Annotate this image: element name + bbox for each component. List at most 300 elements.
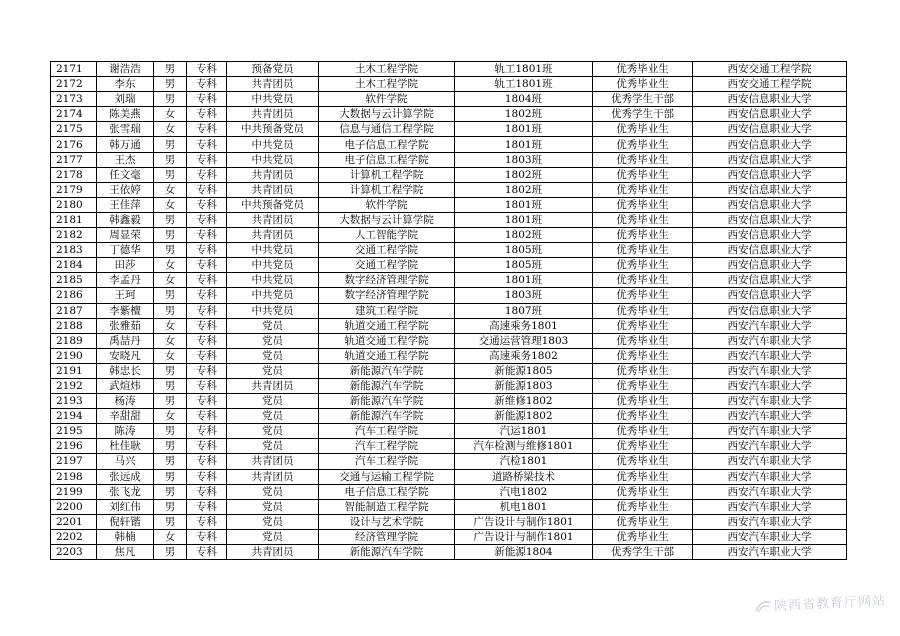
cell-political-status: 中共党员 [227, 303, 319, 318]
cell-gender: 男 [154, 439, 187, 454]
cell-gender: 女 [154, 122, 187, 137]
cell-education-level: 专科 [187, 212, 227, 227]
cell-education-level: 专科 [187, 348, 227, 363]
cell-class: 1803班 [455, 288, 593, 303]
cell-college: 计算机工程学院 [319, 182, 455, 197]
cell-political-status: 中共党员 [227, 273, 319, 288]
cell-political-status: 共青团员 [227, 182, 319, 197]
cell-education-level: 专科 [187, 182, 227, 197]
table-row [51, 545, 847, 560]
cell-political-status: 党员 [227, 514, 319, 529]
cell-political-status: 共青团员 [227, 77, 319, 92]
graduate-list-table [50, 61, 847, 560]
cell-serial-no: 2174 [51, 107, 97, 122]
table-row [51, 484, 847, 499]
cell-gender: 男 [154, 363, 187, 378]
cell-honor: 优秀毕业生 [593, 273, 693, 288]
cell-serial-no: 2177 [51, 152, 97, 167]
cell-education-level: 专科 [187, 273, 227, 288]
table-row [51, 62, 847, 77]
table-row [51, 348, 847, 363]
cell-education-level: 专科 [187, 258, 227, 273]
cell-political-status: 中共党员 [227, 137, 319, 152]
cell-college: 大数据与云计算学院 [319, 212, 455, 227]
cell-school: 西安信息职业大学 [693, 152, 847, 167]
cell-political-status: 共青团员 [227, 167, 319, 182]
cell-political-status: 共青团员 [227, 212, 319, 227]
table-row [51, 424, 847, 439]
cell-honor: 优秀毕业生 [593, 62, 693, 77]
cell-class: 1805班 [455, 258, 593, 273]
table-row [51, 288, 847, 303]
cell-college: 新能源汽车学院 [319, 363, 455, 378]
table-row [51, 228, 847, 243]
cell-class: 交通运营管理1803 [455, 333, 593, 348]
cell-name: 张雪瑞 [97, 122, 154, 137]
cell-education-level: 专科 [187, 333, 227, 348]
cell-name: 陈美燕 [97, 107, 154, 122]
cell-gender: 男 [154, 243, 187, 258]
cell-name: 禹喆丹 [97, 333, 154, 348]
table-row [51, 499, 847, 514]
cell-college: 软件学院 [319, 92, 455, 107]
cell-political-status: 中共党员 [227, 258, 319, 273]
cell-honor: 优秀毕业生 [593, 243, 693, 258]
cell-school: 西安信息职业大学 [693, 92, 847, 107]
cell-school: 西安汽车职业大学 [693, 484, 847, 499]
cell-name: 辛甜甜 [97, 409, 154, 424]
cell-serial-no: 2181 [51, 212, 97, 227]
cell-serial-no: 2173 [51, 92, 97, 107]
cell-serial-no: 2195 [51, 424, 97, 439]
cell-serial-no: 2194 [51, 409, 97, 424]
cell-honor: 优秀毕业生 [593, 167, 693, 182]
table-row [51, 409, 847, 424]
table-row [51, 212, 847, 227]
table-row [51, 243, 847, 258]
cell-college: 软件学院 [319, 197, 455, 212]
cell-school: 西安汽车职业大学 [693, 454, 847, 469]
table-row [51, 514, 847, 529]
cell-gender: 男 [154, 167, 187, 182]
cell-college: 新能源汽车学院 [319, 545, 455, 560]
cell-education-level: 专科 [187, 303, 227, 318]
cell-serial-no: 2193 [51, 394, 97, 409]
cell-class: 1807班 [455, 303, 593, 318]
cell-serial-no: 2203 [51, 545, 97, 560]
cell-education-level: 专科 [187, 424, 227, 439]
cell-political-status: 共青团员 [227, 228, 319, 243]
cell-class: 机电1801 [455, 499, 593, 514]
cell-class: 广告设计与制作1801 [455, 529, 593, 544]
cell-serial-no: 2191 [51, 363, 97, 378]
cell-school: 西安汽车职业大学 [693, 378, 847, 393]
cell-name: 刘红伟 [97, 499, 154, 514]
cell-college: 轨道交通工程学院 [319, 333, 455, 348]
cell-education-level: 专科 [187, 514, 227, 529]
cell-political-status: 共青团员 [227, 107, 319, 122]
cell-honor: 优秀毕业生 [593, 182, 693, 197]
cell-name: 韩万通 [97, 137, 154, 152]
cell-name: 马兴 [97, 454, 154, 469]
cell-honor: 优秀毕业生 [593, 258, 693, 273]
cell-honor: 优秀毕业生 [593, 424, 693, 439]
cell-honor: 优秀毕业生 [593, 303, 693, 318]
cell-school: 西安信息职业大学 [693, 243, 847, 258]
table-row [51, 273, 847, 288]
table-row [51, 333, 847, 348]
cell-college: 轨道交通工程学院 [319, 318, 455, 333]
cell-education-level: 专科 [187, 77, 227, 92]
cell-college: 计算机工程学院 [319, 167, 455, 182]
cell-college: 轨道交通工程学院 [319, 348, 455, 363]
cell-gender: 女 [154, 529, 187, 544]
cell-class: 广告设计与制作1801 [455, 514, 593, 529]
table-row [51, 529, 847, 544]
cell-class: 汽电1802 [455, 484, 593, 499]
cell-college: 智能制造工程学院 [319, 499, 455, 514]
cell-name: 杜佳耿 [97, 439, 154, 454]
cell-class: 1801班 [455, 137, 593, 152]
cell-class: 高速乘务1801 [455, 318, 593, 333]
cell-college: 信息与通信工程学院 [319, 122, 455, 137]
cell-gender: 女 [154, 409, 187, 424]
cell-gender: 男 [154, 424, 187, 439]
cell-name: 张雅茹 [97, 318, 154, 333]
cell-gender: 男 [154, 514, 187, 529]
cell-class: 汽运1801 [455, 424, 593, 439]
table-row [51, 469, 847, 484]
cell-honor: 优秀学生干部 [593, 545, 693, 560]
cell-school: 西安信息职业大学 [693, 288, 847, 303]
cell-serial-no: 2176 [51, 137, 97, 152]
cell-honor: 优秀毕业生 [593, 409, 693, 424]
table-row [51, 77, 847, 92]
cell-name: 安晓凡 [97, 348, 154, 363]
cell-education-level: 专科 [187, 197, 227, 212]
cell-college: 交通与运输工程学院 [319, 469, 455, 484]
cell-school: 西安交通工程学院 [693, 77, 847, 92]
table-body [51, 62, 847, 560]
cell-school: 西安汽车职业大学 [693, 333, 847, 348]
cell-education-level: 专科 [187, 409, 227, 424]
cell-gender: 男 [154, 212, 187, 227]
cell-college: 汽车工程学院 [319, 439, 455, 454]
cell-honor: 优秀学生干部 [593, 107, 693, 122]
cell-class: 1801班 [455, 122, 593, 137]
cell-serial-no: 2171 [51, 62, 97, 77]
cell-gender: 女 [154, 273, 187, 288]
cell-education-level: 专科 [187, 318, 227, 333]
seal-logo-icon [754, 597, 773, 614]
cell-class: 1802班 [455, 107, 593, 122]
cell-college: 数字经济管理学院 [319, 288, 455, 303]
cell-education-level: 专科 [187, 152, 227, 167]
cell-school: 西安信息职业大学 [693, 167, 847, 182]
cell-college: 建筑工程学院 [319, 303, 455, 318]
cell-political-status: 中共预备党员 [227, 122, 319, 137]
cell-honor: 优秀毕业生 [593, 469, 693, 484]
cell-political-status: 中共党员 [227, 243, 319, 258]
cell-name: 陈涛 [97, 424, 154, 439]
cell-gender: 女 [154, 197, 187, 212]
cell-name: 焦凡 [97, 545, 154, 560]
table-row [51, 167, 847, 182]
cell-college: 经济管理学院 [319, 529, 455, 544]
cell-education-level: 专科 [187, 167, 227, 182]
cell-education-level: 专科 [187, 243, 227, 258]
cell-political-status: 党员 [227, 439, 319, 454]
cell-honor: 优秀毕业生 [593, 212, 693, 227]
cell-name: 武煊炜 [97, 378, 154, 393]
cell-college: 电子信息工程学院 [319, 137, 455, 152]
watermark [754, 590, 887, 616]
cell-honor: 优秀毕业生 [593, 228, 693, 243]
cell-honor: 优秀毕业生 [593, 137, 693, 152]
cell-college: 大数据与云计算学院 [319, 107, 455, 122]
cell-college: 人工智能学院 [319, 228, 455, 243]
cell-gender: 男 [154, 378, 187, 393]
cell-name: 任文毫 [97, 167, 154, 182]
cell-name: 谢浩浩 [97, 62, 154, 77]
table-row [51, 137, 847, 152]
cell-honor: 优秀毕业生 [593, 348, 693, 363]
cell-serial-no: 2183 [51, 243, 97, 258]
cell-class: 新能源1805 [455, 363, 593, 378]
cell-school: 西安信息职业大学 [693, 303, 847, 318]
cell-class: 1802班 [455, 167, 593, 182]
cell-gender: 男 [154, 545, 187, 560]
cell-serial-no: 2182 [51, 228, 97, 243]
cell-gender: 女 [154, 318, 187, 333]
cell-political-status: 中共党员 [227, 152, 319, 167]
cell-honor: 优秀毕业生 [593, 122, 693, 137]
cell-education-level: 专科 [187, 454, 227, 469]
table-row [51, 318, 847, 333]
cell-college: 新能源汽车学院 [319, 378, 455, 393]
cell-honor: 优秀毕业生 [593, 333, 693, 348]
cell-class: 道路桥梁技术 [455, 469, 593, 484]
cell-name: 倪轩锴 [97, 514, 154, 529]
cell-political-status: 中共党员 [227, 288, 319, 303]
cell-school: 西安信息职业大学 [693, 228, 847, 243]
cell-class: 1801班 [455, 197, 593, 212]
cell-political-status: 党员 [227, 484, 319, 499]
cell-name: 韩忠长 [97, 363, 154, 378]
cell-education-level: 专科 [187, 469, 227, 484]
cell-political-status: 党员 [227, 409, 319, 424]
cell-education-level: 专科 [187, 439, 227, 454]
cell-serial-no: 2180 [51, 197, 97, 212]
cell-political-status: 党员 [227, 318, 319, 333]
cell-school: 西安信息职业大学 [693, 197, 847, 212]
cell-gender: 男 [154, 394, 187, 409]
cell-gender: 男 [154, 62, 187, 77]
cell-education-level: 专科 [187, 378, 227, 393]
table-row [51, 439, 847, 454]
cell-education-level: 专科 [187, 288, 227, 303]
cell-gender: 女 [154, 182, 187, 197]
cell-serial-no: 2199 [51, 484, 97, 499]
cell-school: 西安汽车职业大学 [693, 545, 847, 560]
cell-political-status: 党员 [227, 348, 319, 363]
cell-serial-no: 2190 [51, 348, 97, 363]
honor-roll-sheet [50, 61, 846, 560]
cell-college: 土木工程学院 [319, 62, 455, 77]
cell-school: 西安汽车职业大学 [693, 499, 847, 514]
cell-serial-no: 2200 [51, 499, 97, 514]
cell-gender: 女 [154, 258, 187, 273]
table-row [51, 258, 847, 273]
cell-political-status: 共青团员 [227, 454, 319, 469]
cell-serial-no: 2178 [51, 167, 97, 182]
cell-education-level: 专科 [187, 529, 227, 544]
cell-school: 西安信息职业大学 [693, 107, 847, 122]
cell-school: 西安信息职业大学 [693, 137, 847, 152]
table-row [51, 454, 847, 469]
cell-name: 韩楠 [97, 529, 154, 544]
cell-school: 西安汽车职业大学 [693, 514, 847, 529]
cell-political-status: 共青团员 [227, 545, 319, 560]
cell-honor: 优秀毕业生 [593, 499, 693, 514]
cell-college: 土木工程学院 [319, 77, 455, 92]
cell-education-level: 专科 [187, 122, 227, 137]
cell-college: 电子信息工程学院 [319, 152, 455, 167]
cell-name: 韩鑫毅 [97, 212, 154, 227]
cell-honor: 优秀毕业生 [593, 514, 693, 529]
cell-honor: 优秀毕业生 [593, 77, 693, 92]
cell-political-status: 中共党员 [227, 92, 319, 107]
table-row [51, 122, 847, 137]
cell-gender: 女 [154, 107, 187, 122]
cell-serial-no: 2179 [51, 182, 97, 197]
cell-serial-no: 2188 [51, 318, 97, 333]
cell-political-status: 党员 [227, 529, 319, 544]
cell-education-level: 专科 [187, 137, 227, 152]
table-row [51, 303, 847, 318]
cell-name: 杨涛 [97, 394, 154, 409]
cell-education-level: 专科 [187, 363, 227, 378]
cell-name: 张飞龙 [97, 484, 154, 499]
table-row [51, 394, 847, 409]
cell-name: 田莎 [97, 258, 154, 273]
cell-school: 西安汽车职业大学 [693, 469, 847, 484]
cell-education-level: 专科 [187, 484, 227, 499]
cell-honor: 优秀毕业生 [593, 394, 693, 409]
cell-serial-no: 2184 [51, 258, 97, 273]
cell-gender: 男 [154, 469, 187, 484]
cell-honor: 优秀毕业生 [593, 439, 693, 454]
cell-class: 新维修1802 [455, 394, 593, 409]
cell-class: 新能源1804 [455, 545, 593, 560]
table-row [51, 197, 847, 212]
cell-school: 西安汽车职业大学 [693, 394, 847, 409]
cell-political-status: 共青团员 [227, 469, 319, 484]
cell-honor: 优秀毕业生 [593, 484, 693, 499]
cell-honor: 优秀毕业生 [593, 197, 693, 212]
cell-name: 王依婷 [97, 182, 154, 197]
cell-class: 1802班 [455, 182, 593, 197]
cell-name: 王杰 [97, 152, 154, 167]
cell-gender: 男 [154, 288, 187, 303]
cell-political-status: 党员 [227, 499, 319, 514]
cell-class: 轨工1801班 [455, 62, 593, 77]
cell-serial-no: 2185 [51, 273, 97, 288]
cell-name: 李孟丹 [97, 273, 154, 288]
cell-political-status: 党员 [227, 394, 319, 409]
cell-honor: 优秀毕业生 [593, 454, 693, 469]
cell-serial-no: 2189 [51, 333, 97, 348]
cell-class: 1801班 [455, 212, 593, 227]
cell-name: 周显荣 [97, 228, 154, 243]
cell-gender: 男 [154, 137, 187, 152]
cell-education-level: 专科 [187, 499, 227, 514]
cell-political-status: 共青团员 [227, 378, 319, 393]
cell-political-status: 党员 [227, 333, 319, 348]
cell-serial-no: 2186 [51, 288, 97, 303]
cell-school: 西安汽车职业大学 [693, 318, 847, 333]
cell-college: 新能源汽车学院 [319, 394, 455, 409]
cell-name: 丁德华 [97, 243, 154, 258]
cell-school: 西安汽车职业大学 [693, 363, 847, 378]
cell-school: 西安信息职业大学 [693, 182, 847, 197]
table-row [51, 92, 847, 107]
cell-education-level: 专科 [187, 107, 227, 122]
cell-serial-no: 2175 [51, 122, 97, 137]
cell-honor: 优秀学生干部 [593, 92, 693, 107]
cell-serial-no: 2172 [51, 77, 97, 92]
cell-class: 新能源1802 [455, 409, 593, 424]
cell-honor: 优秀毕业生 [593, 363, 693, 378]
cell-college: 电子信息工程学院 [319, 484, 455, 499]
table-row [51, 363, 847, 378]
cell-serial-no: 2197 [51, 454, 97, 469]
table-row [51, 378, 847, 393]
cell-gender: 男 [154, 92, 187, 107]
cell-gender: 男 [154, 454, 187, 469]
cell-political-status: 预备党员 [227, 62, 319, 77]
table-row [51, 152, 847, 167]
cell-serial-no: 2198 [51, 469, 97, 484]
cell-name: 王珂 [97, 288, 154, 303]
cell-gender: 女 [154, 333, 187, 348]
cell-class: 汽车检测与维修1801 [455, 439, 593, 454]
cell-class: 1805班 [455, 243, 593, 258]
cell-school: 西安交通工程学院 [693, 62, 847, 77]
cell-honor: 优秀毕业生 [593, 288, 693, 303]
cell-college: 汽车工程学院 [319, 424, 455, 439]
cell-education-level: 专科 [187, 394, 227, 409]
cell-class: 汽检1801 [455, 454, 593, 469]
cell-honor: 优秀毕业生 [593, 318, 693, 333]
cell-education-level: 专科 [187, 62, 227, 77]
cell-gender: 男 [154, 77, 187, 92]
cell-class: 1804班 [455, 92, 593, 107]
cell-class: 1802班 [455, 228, 593, 243]
cell-class: 高速乘务1802 [455, 348, 593, 363]
cell-school: 西安信息职业大学 [693, 258, 847, 273]
cell-college: 交通工程学院 [319, 243, 455, 258]
cell-class: 轨工1801班 [455, 77, 593, 92]
cell-college: 交通工程学院 [319, 258, 455, 273]
cell-education-level: 专科 [187, 228, 227, 243]
cell-name: 刘瑞 [97, 92, 154, 107]
table-row [51, 182, 847, 197]
cell-school: 西安汽车职业大学 [693, 348, 847, 363]
cell-serial-no: 2187 [51, 303, 97, 318]
cell-education-level: 专科 [187, 92, 227, 107]
cell-serial-no: 2201 [51, 514, 97, 529]
